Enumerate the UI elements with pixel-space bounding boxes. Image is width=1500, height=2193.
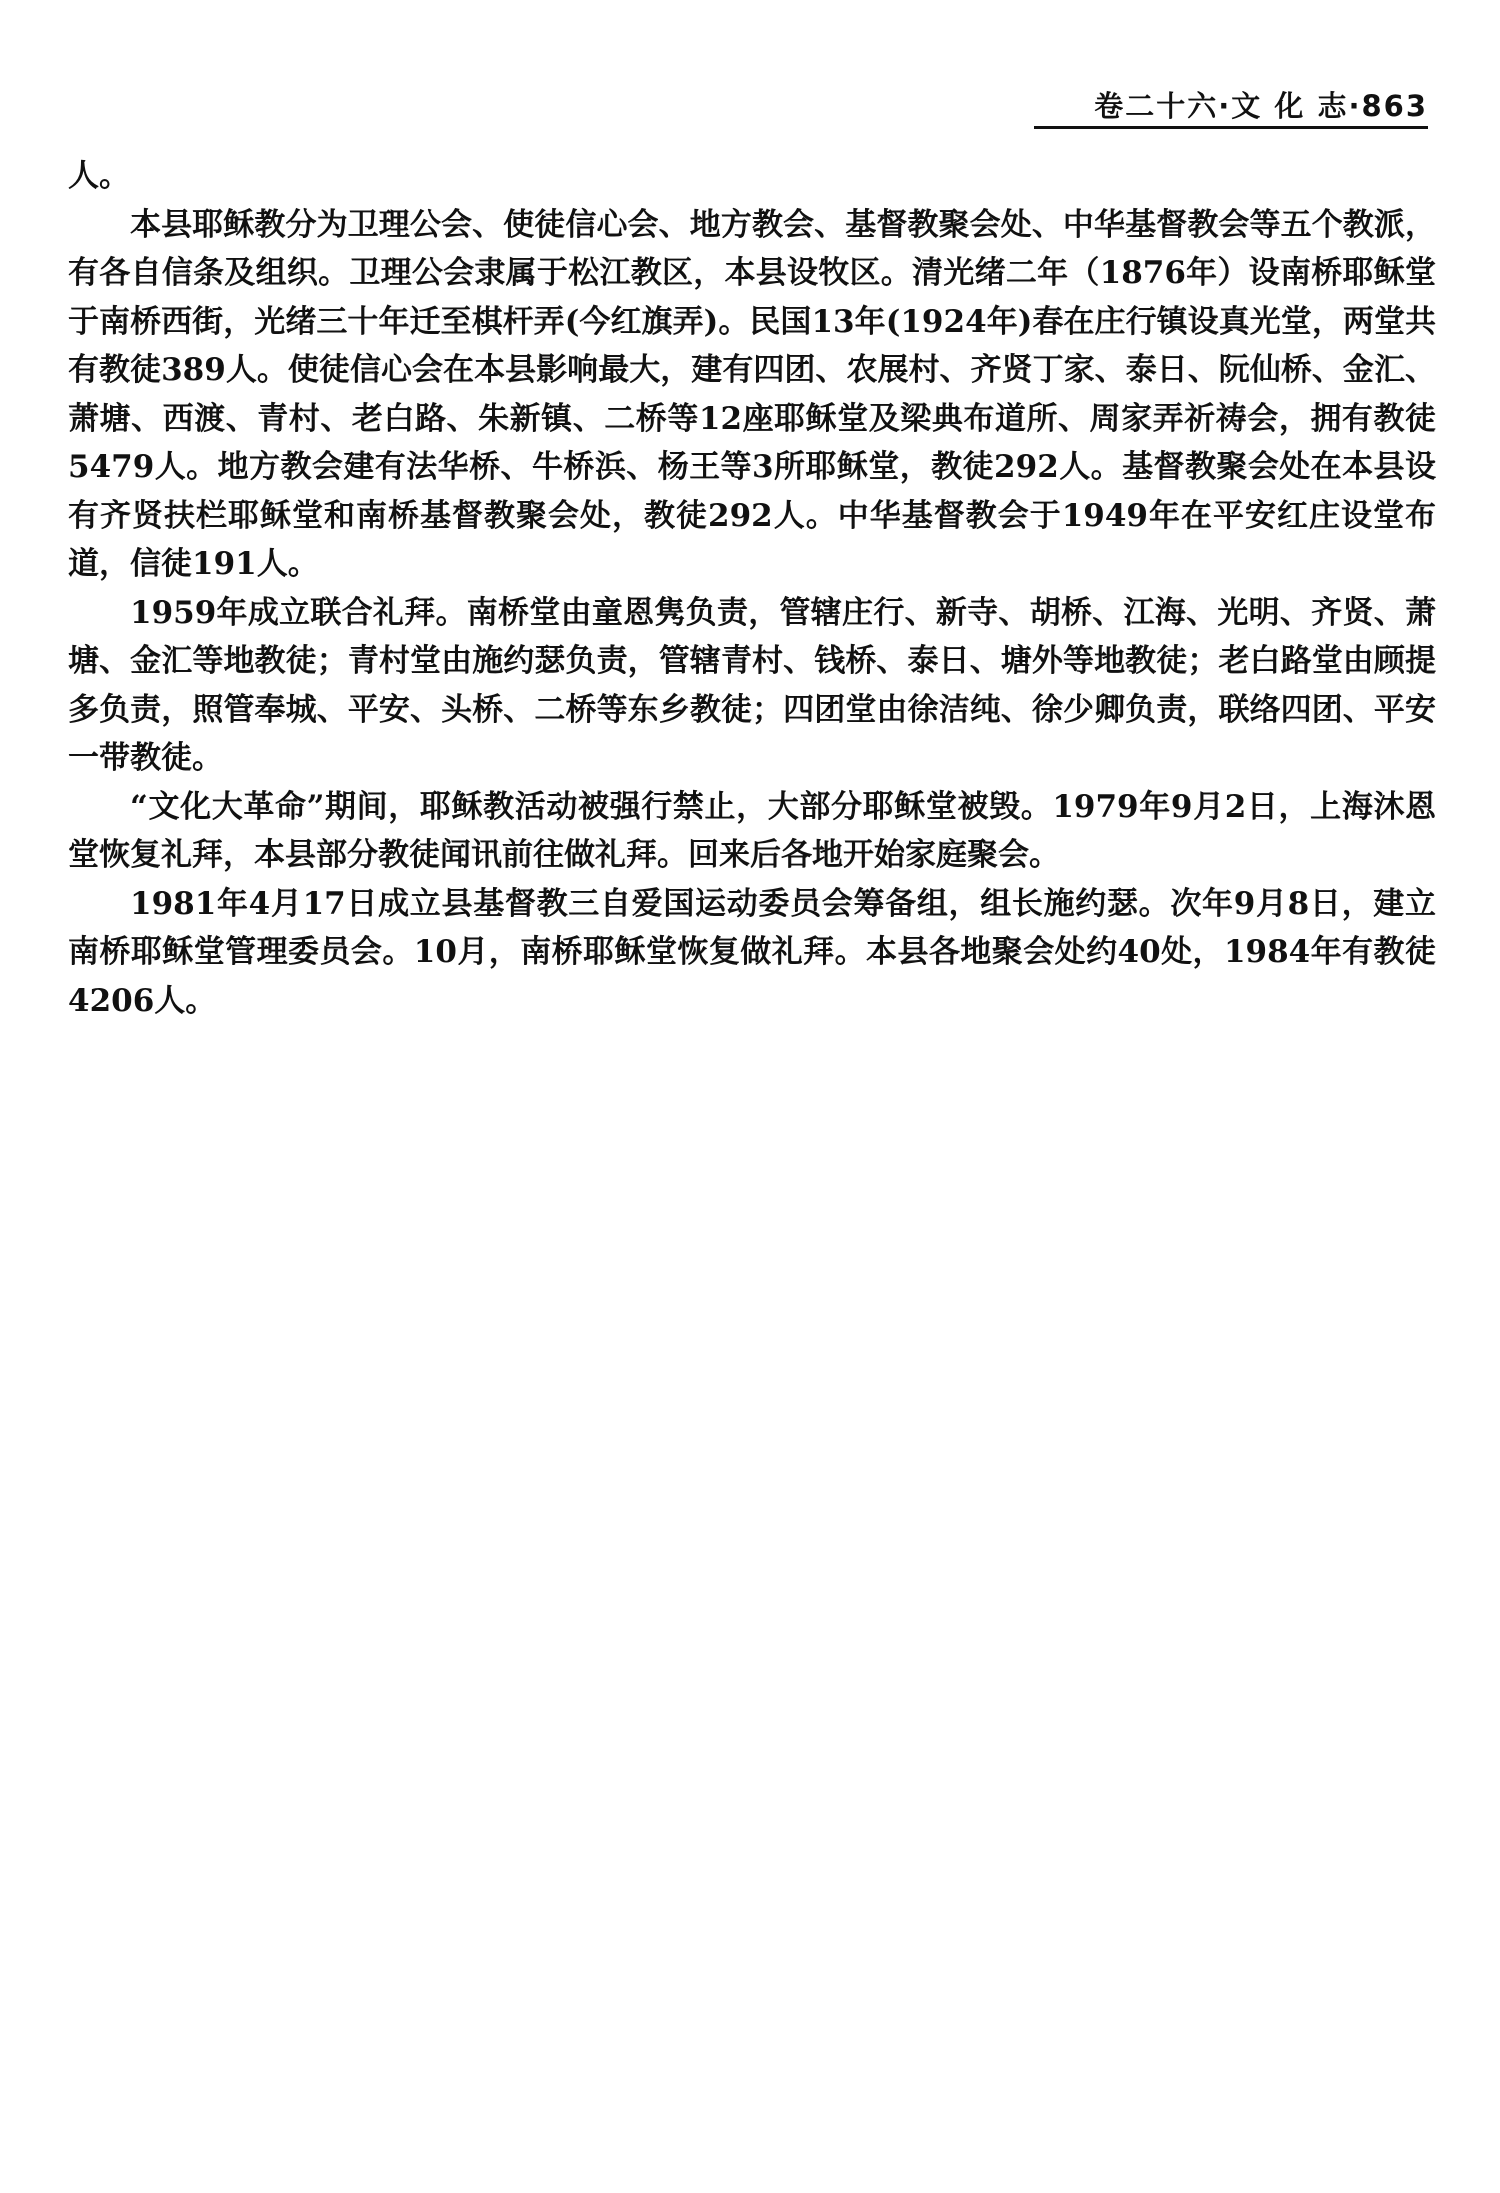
paragraph-cultural-revolution: “文化大革命”期间，耶稣教活动被强行禁止，大部分耶稣堂被毁。1979年9月2日，上海沐恩堂恢复礼拜，本县部分教徒闻讯前往做礼拜。回来后各地开始家庭聚会。 bbox=[68, 788, 1436, 873]
paragraph-joint-worship: 1959年成立联合礼拜。南桥堂由童恩隽负责，管辖庄行、新寺、胡桥、江海、光明、齐贤、萧塘、金汇等地教徒；青村堂由施约瑟负责，管辖青村、钱桥、泰日、塘外等地教徒；老白路堂由顾提多负责，照管奉城、平安、头桥、二桥等东乡教徒；四团堂由徐洁纯、徐少卿负责，联络四团、平安一带教徒。 bbox=[68, 594, 1436, 776]
paragraph-denominations: 本县耶稣教分为卫理公会、使徒信心会、地方教会、基督教聚会处、中华基督教会等五个教派，有各自信条及组织。卫理公会隶属于松江教区，本县设牧区。清光绪二年（1876年）设南桥耶稣堂于南桥西街，光绪三十年迁至棋杆弄(今红旗弄)。民国13年(1924年)春在庄行镇设真光堂，两堂共有教徒389人。使徒信心会在本县影响最大，建有四团、农展村、齐贤丁家、泰日、阮仙桥、金汇、萧塘、西渡、青村、老白路、朱新镇、二桥等12座耶稣堂及梁典布道所、周家弄祈祷会，拥有教徒5479人。地方教会建有法华桥、牛桥浜、杨王等3所耶稣堂，教徒292人。基督教聚会处在本县设有齐贤扶栏耶稣堂和南桥基督教聚会处，教徒292人。中华基督教会于1949年在平安红庄设堂布道，信徒191人。 bbox=[68, 206, 1436, 582]
running-header: 卷二十六·文 化 志·863 bbox=[1094, 89, 1428, 123]
paragraph-continuation: 人。 bbox=[68, 158, 130, 194]
header-rule bbox=[1034, 126, 1428, 129]
paragraph-restoration: 1981年4月17日成立县基督教三自爱国运动委员会筹备组，组长施约瑟。次年9月8日，建立南桥耶稣堂管理委员会。10月，南桥耶稣堂恢复做礼拜。本县各地聚会处约40处，1984年有教徒4206人。 bbox=[68, 885, 1436, 1019]
body-text bbox=[68, 152, 1436, 1025]
